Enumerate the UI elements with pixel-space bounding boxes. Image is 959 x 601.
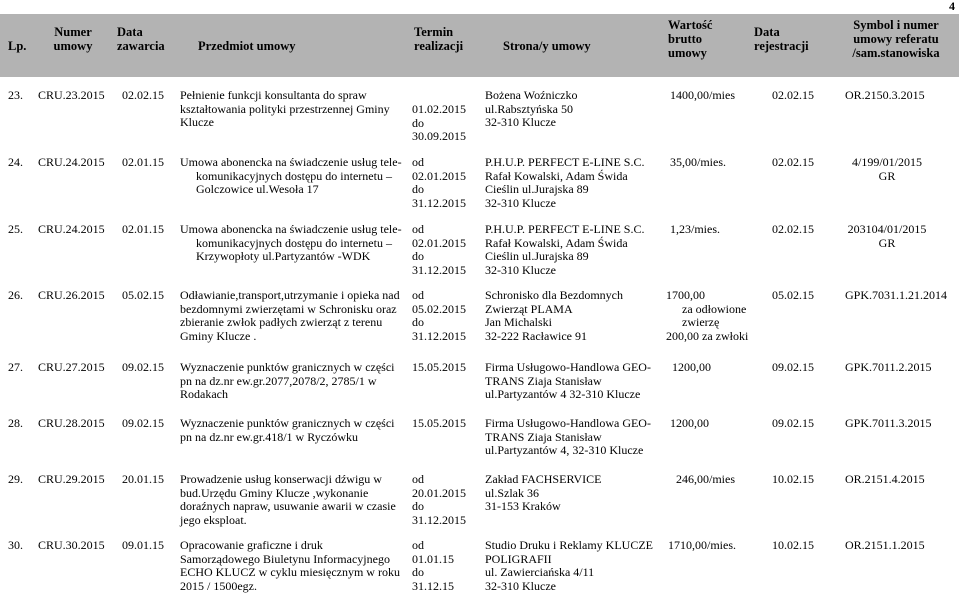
row-strona-line: TRANS Ziaja Stanisław xyxy=(485,429,602,444)
row-wartosc xyxy=(670,417,709,431)
row-data-rejestracji: 02.02.15 xyxy=(772,88,814,102)
row-termin-line: 31.12.2015 xyxy=(412,328,466,343)
row-strona-line: POLIGRAFII xyxy=(485,551,552,566)
header-termin: Termin realizacji xyxy=(414,25,464,53)
row-przedmiot-line: pn na dz.nr ew.gr.2077,2078/2, 2785/1 w xyxy=(180,373,377,388)
row-strona-line: Cieślin ul.Jurajska 89 xyxy=(485,182,589,196)
row-symbol xyxy=(845,417,932,431)
row-symbol-line: GPK.7011.3.2015 xyxy=(845,416,932,430)
row-przedmiot-line: kształtowania polityki przestrzennej Gminy xyxy=(180,101,390,116)
row-symbol-line: GPK.7031.1.21.2014 xyxy=(845,288,948,302)
row-strona-line: P.H.U.P. PERFECT E-LINE S.C. xyxy=(485,155,645,169)
row-wartosc-line: 1700,00 xyxy=(666,288,705,302)
row-przedmiot-line: Umowa abonencka na świadczenie usług tele- xyxy=(180,155,402,169)
row-termin-line: do xyxy=(412,565,424,579)
row-wartosc-line: zwierzę xyxy=(682,315,720,329)
row-data-rejestracji: 10.02.15 xyxy=(772,472,814,486)
row-przedmiot-line: Prowadzenie usług konserwacji dźwigu w xyxy=(180,472,382,486)
row-strona-line: Zakład FACHSERVICE xyxy=(485,472,602,486)
row-strona-line: ul.Partyzantów 4, 32-310 Klucze xyxy=(485,443,644,457)
row-symbol xyxy=(845,473,925,487)
row-przedmiot-line: Samorządowego Biuletynu Informacyjnego xyxy=(180,551,390,566)
row-przedmiot-line: 2015 / 1500egz. xyxy=(180,578,257,593)
row-przedmiot-line: Rodakach xyxy=(180,387,228,401)
row-termin xyxy=(412,361,466,375)
row-przedmiot-line: ECHO KLUCZ w cyklu miesięcznym w roku xyxy=(180,565,400,579)
page-number: 4 xyxy=(949,0,955,13)
row-symbol xyxy=(845,289,947,303)
row-przedmiot-line: Pełnienie funkcji konsultanta do spraw xyxy=(180,88,367,102)
row-termin-line: 02.01.2015 xyxy=(412,235,466,250)
row-termin-line: 01.02.2015 xyxy=(412,102,466,116)
row-wartosc-line: 35,00/mies. xyxy=(670,155,726,169)
row-data-rejestracji: 09.02.15 xyxy=(772,360,814,374)
row-strona-line: ul. Zawierciańska 4/11 xyxy=(485,565,595,579)
row-wartosc-line: 246,00/mies xyxy=(676,472,735,486)
row-data-zawarcia: 09.01.15 xyxy=(122,538,164,552)
row-strona xyxy=(485,539,653,593)
row-lp: 30. xyxy=(8,538,23,552)
row-strona-line: Zwierząt PLAMA xyxy=(485,301,573,316)
row-data-rejestracji: 10.02.15 xyxy=(772,538,814,552)
row-data-zawarcia: 20.01.15 xyxy=(122,472,164,486)
row-lp: 28. xyxy=(8,416,23,430)
row-przedmiot-line: Klucze xyxy=(180,115,214,129)
row-lp: 29. xyxy=(8,472,23,486)
row-termin xyxy=(412,473,466,527)
row-lp: 27. xyxy=(8,360,23,374)
row-termin-line: 30.09.2015 xyxy=(412,129,466,143)
row-termin-line: do xyxy=(412,115,424,130)
header-strona: Strona/y umowy xyxy=(503,39,591,53)
row-termin-line: 02.01.2015 xyxy=(412,168,466,183)
row-numer: CRU.24.2015 xyxy=(38,155,105,169)
header-data-zawarcia: Data zawarcia xyxy=(117,25,165,53)
row-symbol-line: 203104/01/2015 xyxy=(847,222,927,236)
header-lp: Lp. xyxy=(8,39,27,53)
row-termin-line: 01.01.15 xyxy=(412,551,454,566)
row-termin xyxy=(412,417,466,431)
row-data-rejestracji: 09.02.15 xyxy=(772,416,814,430)
row-lp: 24. xyxy=(8,155,23,169)
row-data-rejestracji: 02.02.15 xyxy=(772,222,814,236)
row-termin-line: do xyxy=(412,182,424,196)
row-termin-line: 31.12.2015 xyxy=(412,512,466,527)
row-wartosc-line: 1200,00 xyxy=(672,360,711,374)
row-strona-line: Schronisko dla Bezdomnych xyxy=(485,288,623,302)
row-termin-line: od xyxy=(412,222,424,236)
row-data-zawarcia: 09.02.15 xyxy=(122,360,164,374)
row-numer: CRU.23.2015 xyxy=(38,88,105,102)
row-termin-line: do xyxy=(412,249,424,263)
table-header xyxy=(0,14,959,77)
header-data-rejestracji: Data rejestracji xyxy=(754,25,809,53)
row-przedmiot-line: bezdomnymi zwierzętami w Schronisku oraz xyxy=(180,301,397,316)
row-numer: CRU.28.2015 xyxy=(38,416,105,430)
row-termin xyxy=(412,539,454,593)
row-strona-line: 31-153 Kraków xyxy=(485,499,561,513)
row-termin-line: 05.02.2015 xyxy=(412,301,466,316)
row-strona xyxy=(485,89,577,130)
row-strona-line: 32-310 Klucze xyxy=(485,262,556,277)
row-przedmiot-line: pn na dz.nr ew.gr.418/1 w Ryczówku xyxy=(180,429,359,444)
row-termin-line: 20.01.2015 xyxy=(412,485,466,500)
row-przedmiot-line: doraźnych napraw, usuwanie awarii w czasie xyxy=(180,499,396,513)
row-data-zawarcia: 09.02.15 xyxy=(122,416,164,430)
row-strona-line: Firma Usługowo-Handlowa GEO- xyxy=(485,360,651,374)
row-wartosc-line: 1200,00 xyxy=(670,416,709,430)
row-termin-line: 31.12.2015 xyxy=(412,195,466,210)
row-symbol-line: OR.2150.3.2015 xyxy=(845,88,925,102)
row-termin xyxy=(412,156,466,210)
row-wartosc-line: 1710,00/mies. xyxy=(668,538,736,552)
row-termin-line: od xyxy=(412,538,424,552)
row-lp: 25. xyxy=(8,222,23,236)
row-wartosc-line: 1,23/mies. xyxy=(670,222,720,236)
row-numer: CRU.26.2015 xyxy=(38,288,105,302)
row-przedmiot-line: jego eksploat. xyxy=(180,512,247,527)
row-strona-line: Firma Usługowo-Handlowa GEO- xyxy=(485,416,651,430)
row-data-rejestracji: 02.02.15 xyxy=(772,155,814,169)
row-symbol xyxy=(845,539,925,553)
row-strona-line: Cieślin ul.Jurajska 89 xyxy=(485,249,589,263)
row-przedmiot xyxy=(180,473,396,527)
header-przedmiot: Przedmiot umowy xyxy=(198,39,296,53)
header-numer: Numer umowy xyxy=(53,25,93,53)
row-strona-line: Bożena Woźniczko xyxy=(485,88,578,102)
row-strona-line: ul.Rabsztyńska 50 xyxy=(485,101,573,116)
row-przedmiot xyxy=(180,361,395,402)
row-termin xyxy=(412,289,466,343)
row-data-zawarcia: 02.02.15 xyxy=(122,88,164,102)
row-termin-line: od xyxy=(412,288,424,302)
row-przedmiot-line: Gminy Klucze . xyxy=(180,328,257,343)
row-strona-line: 32-310 Klucze xyxy=(485,195,556,210)
row-termin xyxy=(412,103,466,144)
row-strona xyxy=(485,473,601,514)
row-lp: 26. xyxy=(8,288,23,302)
row-przedmiot-line: komunikacyjnych dostępu do internetu – xyxy=(196,235,392,250)
row-strona-line: P.H.U.P. PERFECT E-LINE S.C. xyxy=(485,222,645,236)
row-strona-line: TRANS Ziaja Stanisław xyxy=(485,373,602,388)
row-symbol-line: OR.2151.1.2015 xyxy=(845,538,925,552)
row-termin xyxy=(412,223,466,277)
row-strona xyxy=(485,289,623,343)
row-wartosc-line: za odłowione xyxy=(682,301,747,316)
row-przedmiot xyxy=(180,223,402,264)
row-termin-line: 15.05.2015 xyxy=(412,360,466,374)
row-wartosc xyxy=(672,361,711,375)
row-symbol-line: 4/199/01/2015 xyxy=(851,155,922,169)
row-strona-line: Jan Michalski xyxy=(485,315,552,329)
row-numer: CRU.29.2015 xyxy=(38,472,105,486)
row-termin-line: od xyxy=(412,472,424,486)
row-przedmiot xyxy=(180,539,400,593)
row-strona-line: Studio Druku i Reklamy KLUCZE xyxy=(485,538,653,552)
row-przedmiot xyxy=(180,156,402,197)
row-numer: CRU.24.2015 xyxy=(38,222,105,236)
row-symbol-line: GPK.7011.2.2015 xyxy=(845,360,932,374)
row-przedmiot-line: Golczowice ul.Wesoła 17 xyxy=(196,182,319,196)
row-strona-line: ul.Szlak 36 xyxy=(485,485,539,500)
row-strona xyxy=(485,156,644,210)
row-przedmiot-line: Umowa abonencka na świadczenie usług tele- xyxy=(180,222,402,236)
row-symbol-line: GR xyxy=(878,235,896,250)
row-numer: CRU.30.2015 xyxy=(38,538,105,552)
row-symbol xyxy=(845,361,932,375)
row-strona-line: 32-222 Racławice 91 xyxy=(485,328,587,343)
row-termin-line: do xyxy=(412,499,424,513)
row-wartosc-line: 200,00 za zwłoki xyxy=(666,328,749,343)
row-wartosc xyxy=(668,539,736,553)
row-data-rejestracji: 05.02.15 xyxy=(772,288,814,302)
row-termin-line: 15.05.2015 xyxy=(412,416,466,430)
row-strona xyxy=(485,361,651,402)
row-termin-line: do xyxy=(412,315,424,329)
row-lp: 23. xyxy=(8,88,23,102)
row-przedmiot-line: Krzywopłoty ul.Partyzantów -WDK xyxy=(196,249,371,263)
header-symbol: Symbol i numer umowy referatu /sam.stanowiska xyxy=(852,18,940,60)
row-przedmiot xyxy=(180,417,395,444)
row-strona-line: 32-310 Klucze xyxy=(485,115,556,129)
row-wartosc xyxy=(676,473,735,487)
row-termin-line: 31.12.15 xyxy=(412,578,454,593)
row-symbol-line: OR.2151.4.2015 xyxy=(845,472,925,486)
row-przedmiot-line: zbieranie zwłok padłych zwierząt z terenu xyxy=(180,315,383,329)
row-przedmiot-line: Wyznaczenie punktów granicznych w części xyxy=(180,360,395,374)
row-przedmiot xyxy=(180,289,400,343)
row-wartosc-line: 1400,00/mies xyxy=(670,88,735,102)
row-przedmiot-line: Odławianie,transport,utrzymanie i opieka nad xyxy=(180,288,400,302)
row-symbol xyxy=(845,156,929,183)
row-przedmiot-line: komunikacyjnych dostępu do internetu – xyxy=(196,168,392,183)
row-przedmiot-line: bud.Urzędu Gminy Klucze ,wykonanie xyxy=(180,485,369,500)
row-numer: CRU.27.2015 xyxy=(38,360,105,374)
row-przedmiot-line: Wyznaczenie punktów granicznych w części xyxy=(180,416,395,430)
row-wartosc xyxy=(670,223,720,237)
row-wartosc xyxy=(670,156,726,170)
row-strona-line: 32-310 Klucze xyxy=(485,578,556,593)
row-strona xyxy=(485,417,651,458)
row-strona-line: ul.Partyzantów 4 32-310 Klucze xyxy=(485,387,641,401)
row-przedmiot xyxy=(180,89,390,130)
row-strona-line: Rafał Kowalski, Adam Świda xyxy=(485,235,628,250)
row-data-zawarcia: 05.02.15 xyxy=(122,288,164,302)
row-termin-line: od xyxy=(412,155,424,169)
row-data-zawarcia: 02.01.15 xyxy=(122,222,164,236)
row-strona xyxy=(485,223,644,277)
row-data-zawarcia: 02.01.15 xyxy=(122,155,164,169)
row-wartosc xyxy=(670,89,735,103)
row-symbol xyxy=(845,89,925,103)
row-symbol xyxy=(845,223,929,250)
row-symbol-line: GR xyxy=(878,168,896,183)
row-strona-line: Rafał Kowalski, Adam Świda xyxy=(485,168,628,183)
row-wartosc xyxy=(666,289,748,343)
header-wartosc: Wartość brutto umowy xyxy=(668,18,713,60)
row-przedmiot-line: Opracowanie graficzne i druk xyxy=(180,538,323,552)
row-termin-line: 31.12.2015 xyxy=(412,262,466,277)
